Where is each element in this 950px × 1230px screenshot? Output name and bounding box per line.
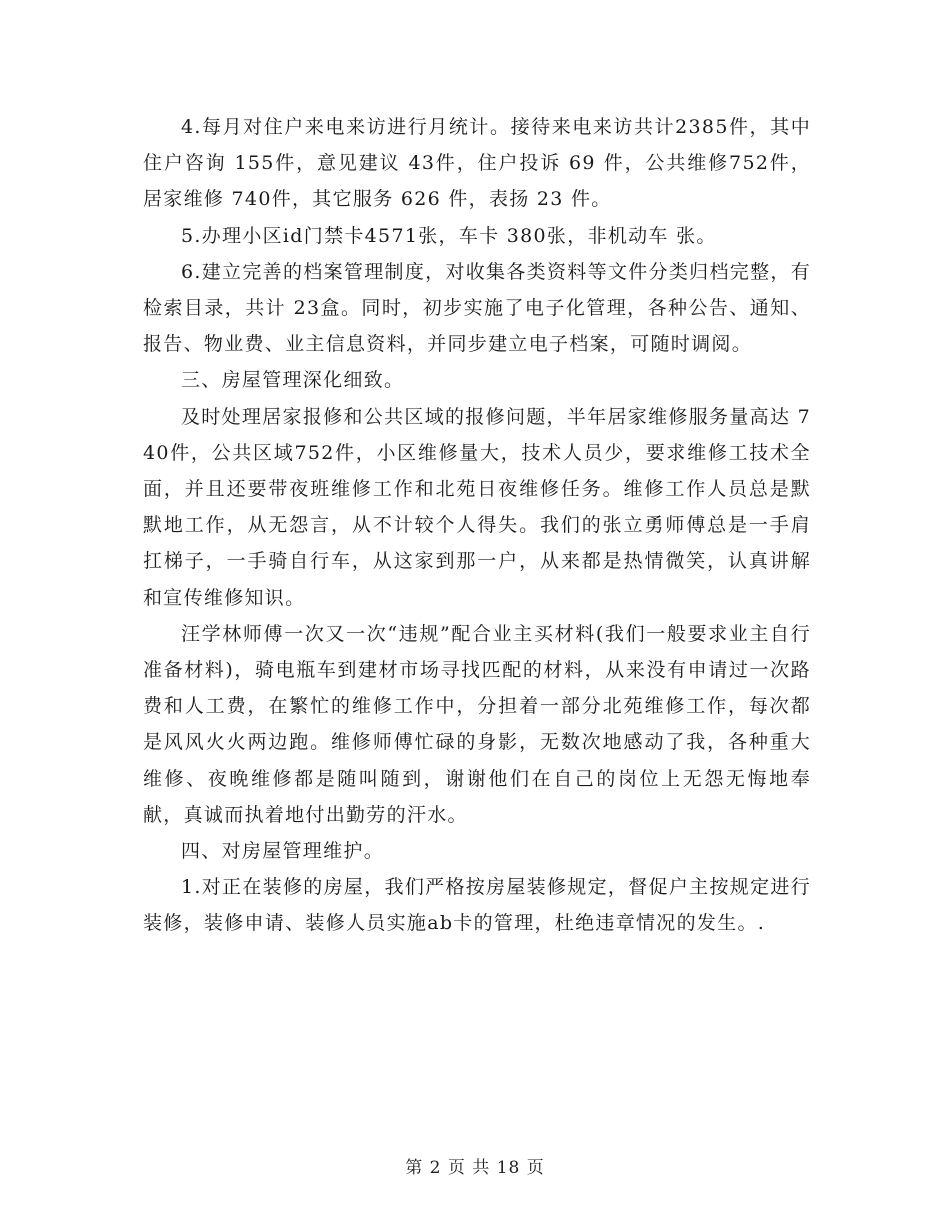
paragraph-repair-work: 及时处理居家报修和公共区域的报修问题，半年居家维修服务量高达 740件，公共区域752件，小区维修量大，技术人员少，要求维修工技术全面，并且还要带夜班维修工作和北苑日夜维修任务。维修工作人员总是默默地工作，从无怨言，从不计较个人得失。我们的张立勇师傅总是一手肩扛梯子，一手骑自行车，从这家到那一户，从来都是热情微笑，认真讲解和宣传维修知识。	[143, 405, 811, 609]
paragraph-repair-staff: 汪学林师傅一次又一次“违规”配合业主买材料(我们一般要求业主自行准备材料)，骑电瓶车到建材市场寻找匹配的材料，从来没有申请过一次路费和人工费，在繁忙的维修工作中，分担着一部分北苑维修工作，每次都是风风火火两边跑。维修师傅忙碌的身影，无数次地感动了我，各种重大维修、夜晚维修都是随叫随到，谢谢他们在自己的岗位上无怨无悔地奉献，真诚而执着地付出勤劳的汗水。	[143, 622, 811, 826]
page-number-footer: 第 2 页 共 18 页	[405, 1158, 545, 1178]
paragraph-renovation-rules: 1.对正在装修的房屋，我们严格按房屋装修规定，督促户主按规定进行装修，装修申请、装修人员实施ab卡的管理，杜绝违章情况的发生。.	[143, 876, 811, 935]
paragraph-archive-management: 6.建立完善的档案管理制度，对收集各类资料等文件分类归档完整，有检索目录，共计 23盒。同时，初步实施了电子化管理，各种公告、通知、报告、物业费、业主信息资料，并同步建立电子档案，可随时调阅。	[143, 260, 811, 356]
section-heading-housing-management: 三、房屋管理深化细致。	[181, 369, 405, 392]
section-heading-housing-maintenance: 四、对房屋管理维护。	[181, 840, 385, 863]
paragraph-access-cards: 5.办理小区id门禁卡4571张，车卡 380张，非机动车 张。	[181, 224, 717, 247]
document-body	[143, 109, 811, 942]
paragraph-visitor-statistics: 4.每月对住户来电来访进行月统计。接待来电来访共计2385件，其中住户咨询 155件，意见建议 43件，住户投诉 69 件，公共维修752件，居家维修 740件，其它服务 626 件，表扬 23 件。	[143, 116, 811, 211]
